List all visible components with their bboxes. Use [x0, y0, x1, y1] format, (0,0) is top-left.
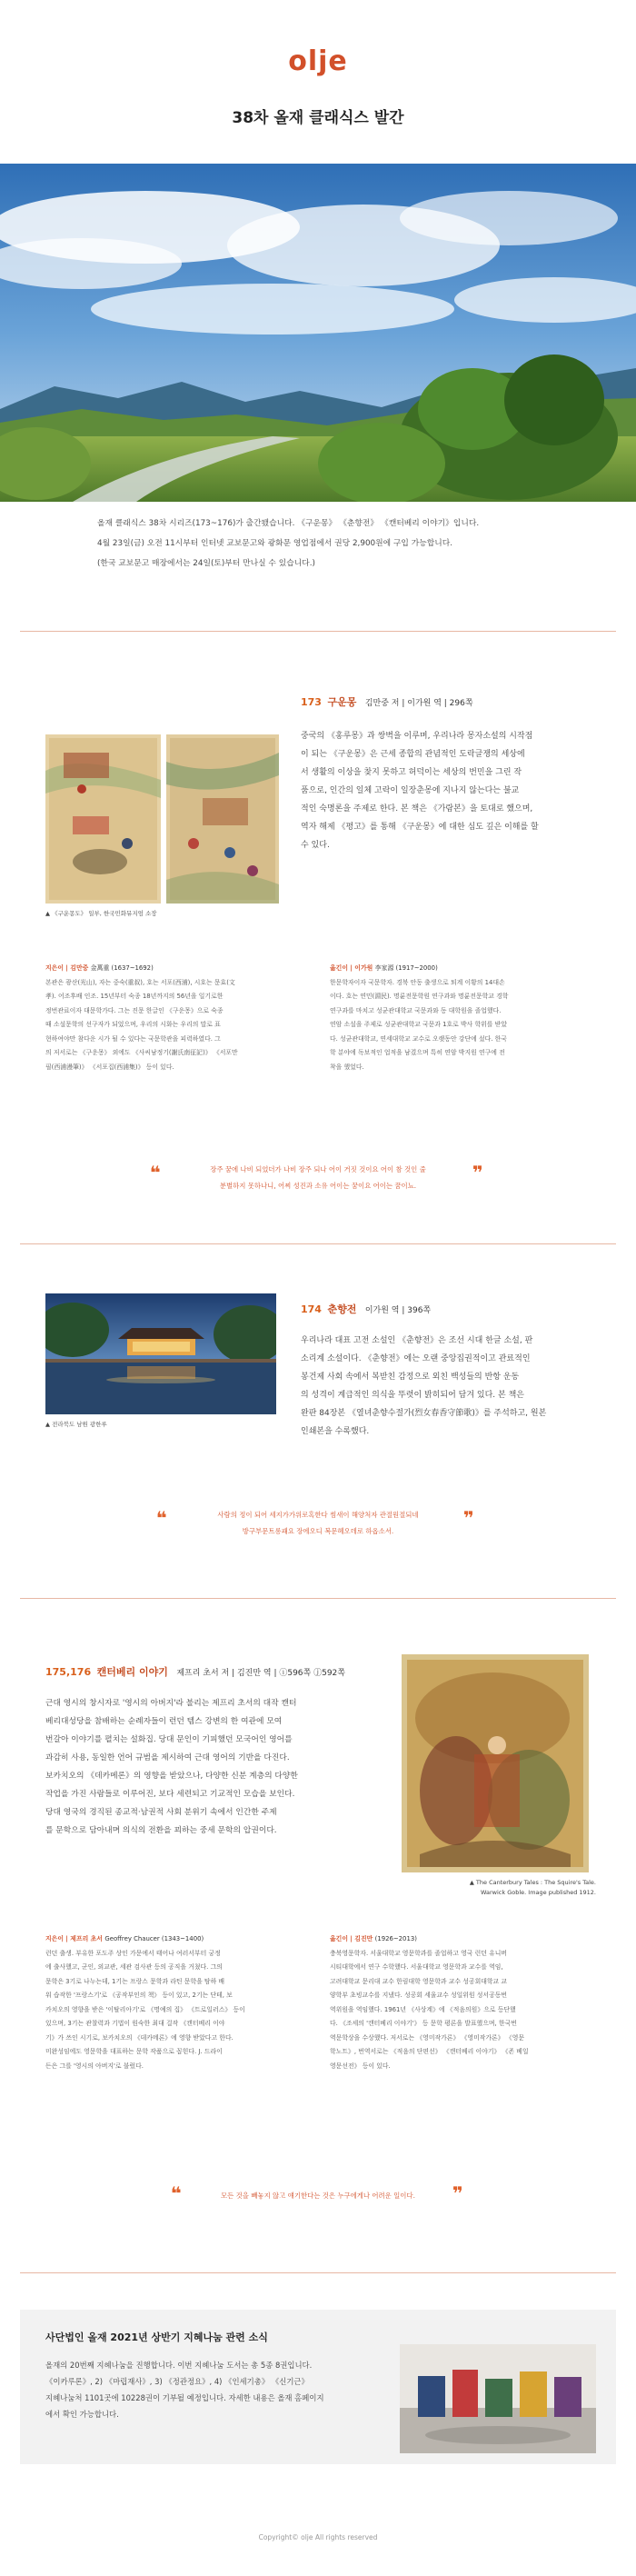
news-line: 올재의 20번째 지혜나눔을 진행합니다. 이번 지혜나눔 도서는 총 5종 8권입니다. [45, 2361, 313, 2370]
section-divider [20, 1243, 616, 1244]
bio-line: 든은 그를 '영시의 아버지'로 불렀다. [45, 2062, 144, 2070]
bio-line: 학노트》, 번역서로는 《적음의 단편선》 《캔터베리 이야기》 《존 베일 [330, 2048, 529, 2055]
hero-landscape-image [0, 164, 636, 502]
bio-line: 런던 출생. 부유한 포도주 상인 가문에서 태어나 여러서부터 궁정 [45, 1949, 221, 1957]
olje-logo[interactable]: olje [288, 45, 348, 77]
bio-name-extra: Geoffrey Chaucer (1343~1400) [104, 1935, 204, 1942]
book-175-author-bio [45, 1932, 309, 2073]
book-meta: 제프리 초서 저 | 김진만 역 | ⓘ596쪽 ⓙ592쪽 [176, 1669, 345, 1678]
bio-name: 지은이 | 제프리 초서 [45, 1935, 103, 1942]
desc-line: 중국의 《홍루몽》과 쌍벽을 이루며, 우리나라 몽자소설의 시작점 [301, 732, 533, 741]
book-175-heading [45, 1665, 345, 1681]
quote-line: 사람의 정이 되어 세지가가위로혹한다 썸새이 해양처자 관절원절되네 [217, 1511, 419, 1519]
book-title: 구운몽 [327, 696, 357, 708]
quote-close-icon: ❞ [463, 1507, 474, 1529]
bio-line: 다. 성균관대학교, 연세대학교 교수로 오랫동안 강단에 섰다. 한국 [330, 1034, 507, 1043]
quote-open-icon: ❝ [171, 2182, 182, 2204]
book-173-description [301, 727, 601, 854]
desc-line: 를 문학으로 담아내며 의식의 전환을 꾀하는 중세 문학의 압권이다. [45, 1826, 277, 1835]
quote-line: 장주 꿈에 나비 되었더가 나비 장주 되나 어이 거짓 것이요 어이 참 것인 줄 [210, 1165, 426, 1173]
news-line: 에서 확인 가능합니다. [45, 2410, 119, 2419]
bio-name-extra: 金萬重 (1637~1692) [90, 964, 154, 972]
book-title: 춘향전 [327, 1303, 357, 1315]
desc-line: 우리나라 대표 고전 소설인 《춘향전》은 조선 시대 한글 소설, 판 [301, 1336, 533, 1345]
book-title: 캔터베리 이야기 [96, 1666, 168, 1678]
bio-line: 기》가 쓰인 시기로, 보카치오의 《데카메론》에 영향 받았다고 한다. [45, 2033, 234, 2042]
bio-line: 학 분야에 독보적인 업적을 남겼으며 특히 연암 박지원 연구에 전 [330, 1049, 505, 1056]
quote-line: 방구부문트롱괘요 장에오디 복문혜오데로 하옵소서. [242, 1527, 394, 1535]
book-173-image-left [45, 734, 161, 904]
bio-line: 한문학자이자 국문학자. 경북 안동 출생으로 퇴계 이황의 14대손 [330, 978, 505, 986]
news-title: 사단법인 올재 2021년 상반기 지혜나눔 관련 소식 [45, 2331, 268, 2343]
bio-line: 필(西浦漫筆)》 《서포집(西浦集)》 등이 있다. [45, 1063, 174, 1071]
quote-line: 분별하지 못하나니, 어찌 성진과 소유 어이는 꿈이요 어이는 꿈이뇨. [219, 1182, 417, 1190]
book-173-quote [0, 1162, 636, 1194]
desc-line: 적인 숙명론을 주제로 한다. 본 책은 《가람본》을 토대로 했으며, [301, 804, 533, 814]
desc-line: 과감히 사용, 동일한 언어 규범을 제시하여 근대 영어의 기반을 다진다. [45, 1753, 290, 1762]
desc-line: 완판 84장본 《열녀춘향수절가(烈女春香守節歌)》를 주석하고, 원본 [301, 1409, 547, 1418]
bio-line: 있으며, 3기는 관찰력과 기법이 원숙한 최대 걸작 《캔터베리 이야 [45, 2020, 225, 2027]
copyright: Copyright© olje All rights reserved [258, 2533, 378, 2541]
bio-line: 역위원을 역임했다. 1961년 《사상계》에 《적음의원》으로 등단했 [330, 2005, 516, 2013]
desc-line: 이 되는 《구운몽》은 근세 종합의 관념적인 도락글쟁의 세상에 [301, 750, 525, 759]
news-text [45, 2357, 382, 2422]
bio-name: 옮긴이 | 김진만 [330, 1935, 373, 1942]
bio-line: 현하여야만 참다운 시가 될 수 있다는 국문학관을 피력하였다. 그 [45, 1034, 221, 1043]
desc-line: 소리계 소설이다. 《춘향전》에는 오랜 중앙집권적이고 관료적인 [301, 1354, 531, 1363]
page-title: 38차 올재 클래식스 발간 [232, 109, 404, 127]
bio-line: 워 습작한 '프랑스기'로 《공작부인의 책》 등이 있고, 2기는 단테, 보 [45, 1992, 233, 1999]
bio-line: 착을 했었다. [330, 1063, 364, 1071]
book-173-image-right [166, 734, 279, 904]
news-image [400, 2344, 596, 2453]
desc-line: 인쇄본을 수록했다. [301, 1427, 370, 1436]
desc-line: 작업을 가진 사람들로 이루어진, 보다 세련되고 기교적인 모습을 보인다. [45, 1790, 295, 1799]
book-175-caption [405, 1878, 596, 1898]
book-175-description [45, 1694, 373, 1840]
desc-line: 서 생활의 이상을 찾지 못하고 허덕이는 세상의 번민을 그린 작 [301, 768, 522, 777]
book-174-description [301, 1332, 601, 1441]
bio-line: 孝). 어조후배 인조. 15년부터 숙종 18년까지의 56년을 일기로한 [45, 993, 224, 1000]
caption-line: ▲ The Canterbury Tales : The Squire's Tale. [469, 1879, 596, 1886]
bio-line: 에 출사했고, 군인, 외교관, 세관 검사관 등의 공직을 거쳤다. 그의 [45, 1963, 223, 1971]
bio-line: 양학부 초빙교수를 지냈다. 성공회 세울교수 성일위원 성서공동번 [330, 1992, 508, 1999]
quote-open-icon: ❝ [156, 1507, 167, 1529]
desc-line: 근대 영시의 창시자로 '영시의 아버지'라 불리는 제프리 초서의 대작 캔터 [45, 1699, 297, 1708]
book-174-quote [0, 1507, 636, 1540]
section-divider [20, 631, 616, 632]
intro-text [97, 514, 552, 574]
quote-close-icon: ❞ [452, 2182, 463, 2204]
intro-line: 4월 23일(금) 오전 11시부터 인터넷 교보문고와 광화문 영업점에서 권당 2,900원에 구입 가능합니다. [97, 539, 453, 548]
book-174-heading [301, 1303, 431, 1318]
book-number: 174 [301, 1303, 322, 1315]
book-174-caption: ▲ 전라북도 남원 광한루 [45, 1421, 107, 1428]
bio-line: 문학은 3기로 나누는데, 1기는 프랑스 문학과 라틴 문학을 탐하 배 [45, 1977, 225, 1985]
header [0, 0, 636, 164]
bio-line: 충북영문학자. 서울대학교 영문학과를 졸업하고 영국 런던 유니버 [330, 1949, 508, 1957]
desc-line: 보카치오의 《데카메론》의 영향을 받았으나, 다양한 신분 계층의 다양한 [45, 1772, 298, 1781]
caption-line: Warwick Goble. Image published 1912. [481, 1889, 596, 1896]
desc-line: 봉건제 사회 속에서 복받친 감정으로 외친 백성들의 반항 운동 [301, 1373, 520, 1382]
bio-line: 때 소설문학의 선구자가 되었으며, 우리의 시화는 우리의 말로 표 [45, 1021, 221, 1028]
bio-line: 연구과를 마치고 성균관대학교 국문과와 동 대학원을 졸업했다. [330, 1006, 502, 1014]
desc-line: 품으로, 인간의 일체 고락이 일장춘몽에 지나지 않는다는 불교 [301, 786, 520, 795]
section-divider [20, 2272, 616, 2273]
news-line: 《이카루론》, 2) 《마립재사》, 3) 《정관정요》, 4) 《인세기총》 《신기근》 [45, 2377, 309, 2386]
bio-line: 정번관료이자 대문학가다. 그는 진문 한글인 《구운몽》으로 숙종 [45, 1006, 224, 1014]
desc-line: 베리대성당을 참배하는 순례자들이 런던 템스 강변의 한 여관에 모여 [45, 1717, 283, 1726]
intro-line: 올재 클래식스 38차 시리즈(173~176)가 출간됐습니다. 《구운몽》 《춘향전》 《캔터베리 이야기》입니다. [97, 519, 480, 528]
book-174-image [45, 1293, 276, 1414]
bio-line: 고려대학교 문리대 교수 한림대학 영문학과 교수 성공회대학교 교 [330, 1977, 508, 1985]
quote-close-icon: ❞ [472, 1162, 483, 1183]
bio-line: 다. 《조세의 '캔터베리 이야기'》 등 문학 평론을 발표했으며, 한국번 [330, 2020, 517, 2027]
bio-line: 본관은 광산(光山), 자는 중숙(重叔), 호는 서포(西浦), 시호는 문효(文 [45, 978, 235, 986]
bio-line: 영문선전》 등이 있다. [330, 2062, 391, 2070]
section-divider [20, 1598, 616, 1599]
bio-line: 역문학상을 수상했다. 저서로는 《영미작가론》 《영미작가론》 《영문 [330, 2033, 525, 2042]
book-meta: 김만중 저 | 이가원 역 | 296쪽 [364, 699, 473, 708]
desc-line: 역자 해제 《평고》를 통해 《구운몽》에 대한 심도 깊은 이해를 할 [301, 823, 539, 832]
desc-line: 번갈아 이야기를 펼치는 설화집. 당대 문인이 기피했던 모국어인 영어를 [45, 1735, 293, 1744]
book-173-heading [301, 695, 473, 711]
bio-line: 이다. 호는 연민(淵民). 명륜전문학원 연구과와 명륜전문학교 경학 [330, 993, 509, 1000]
desc-line: 당대 영국의 경직된 종교적·남권적 사회 분위기 속에서 인간한 주제 [45, 1808, 277, 1817]
book-173-caption: ▲ 《구운몽도》 일부, 한국민화뮤지엄 소장 [45, 910, 157, 917]
bio-name: 옮긴이 | 이가원 [330, 964, 373, 972]
book-number: 175,176 [45, 1666, 92, 1678]
bio-name: 지은이 | 김만중 [45, 964, 89, 972]
book-meta: 이가원 역 | 396쪽 [364, 1306, 432, 1315]
bio-line: 시티대학에서 연구 수학했다. 서울대학교 영문학과 교수를 역임, [330, 1963, 503, 1971]
bio-line: 카치오의 영향을 받은 '이탈리아기'로 《명예의 집》 《트로일러스》 등이 [45, 2005, 245, 2013]
bio-line: 연암 소설을 주제로 성균관대학교 국문과 1호로 박사 학위를 받았 [330, 1021, 507, 1028]
book-number: 173 [301, 696, 322, 708]
desc-line: 의 성격이 계급적인 의식을 뚜렷이 밝히되어 담겨 있다. 본 책은 [301, 1391, 524, 1400]
news-line: 지혜나눔처 1101곳에 10228권이 기부될 예정입니다. 자세한 내용은 올재 홈페이지 [45, 2393, 324, 2402]
book-175-quote [0, 2182, 636, 2204]
book-175-translator-bio [330, 1932, 593, 2073]
book-173-author-bio [45, 962, 309, 1074]
bio-name-extra: 李家源 (1917~2000) [374, 964, 438, 972]
book-173-translator-bio [330, 962, 593, 1074]
bio-name-extra: (1926~2013) [374, 1935, 417, 1942]
wisdom-sharing-news-box [20, 2310, 616, 2464]
desc-line: 수 있다. [301, 841, 330, 850]
book-175-image [402, 1654, 589, 1872]
bio-line: 의 저서로는 《구운몽》 외에도 《사씨남정기(謝氏南征記)》 《서포만 [45, 1049, 238, 1056]
quote-line: 모든 것을 빼놓지 않고 얘기한다는 것은 누구에게나 어려운 일이다. [221, 2192, 415, 2200]
quote-open-icon: ❝ [150, 1162, 161, 1183]
bio-line: 미완성임에도 영문학을 대표하는 문학 작품으로 꼽힌다. J. 드라이 [45, 2048, 223, 2055]
intro-line: (한국 교보문고 매장에서는 24일(토)부터 만나실 수 있습니다.) [97, 559, 315, 568]
